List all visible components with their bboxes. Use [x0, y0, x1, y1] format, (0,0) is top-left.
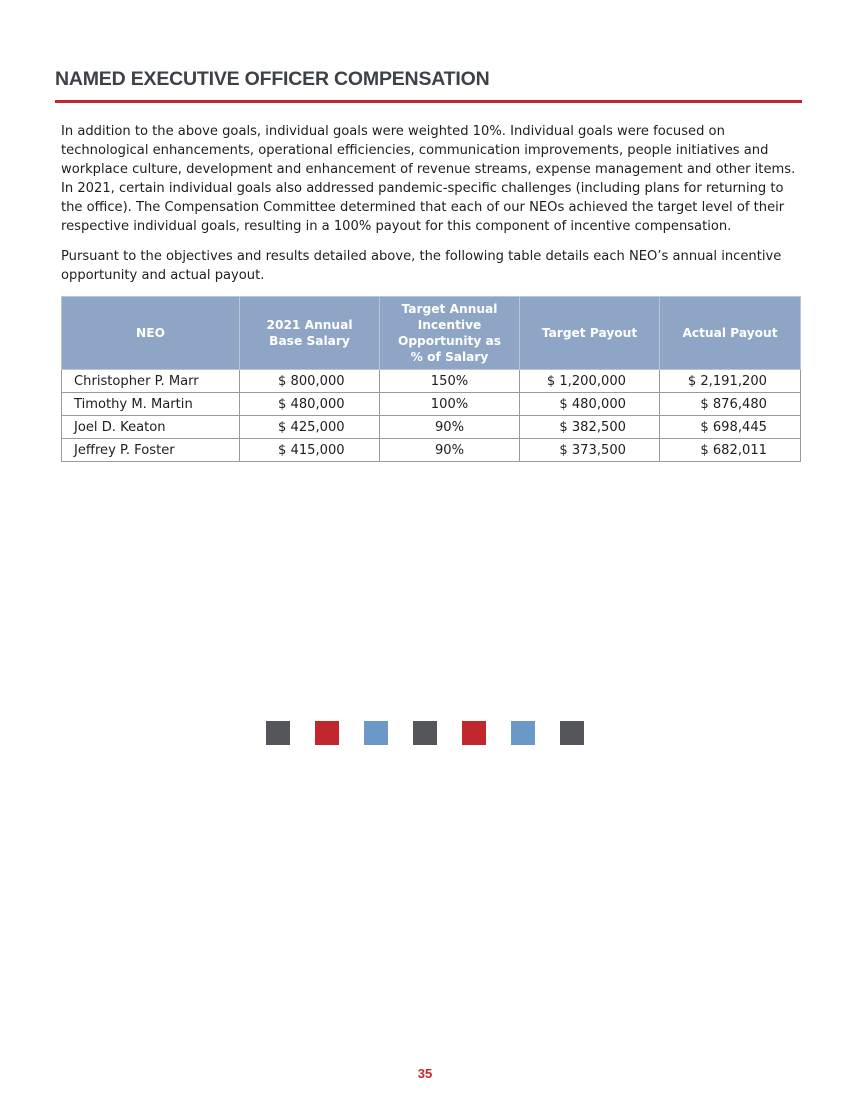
table-row [62, 439, 801, 462]
cell-target-payout: $ 1,200,000 [520, 370, 660, 393]
cell-target-percent: 150% [380, 370, 520, 393]
decorative-square [315, 721, 339, 745]
cell-target-payout: $ 382,500 [520, 416, 660, 439]
cell-actual-payout: $ 682,011 [660, 439, 801, 462]
cell-neo-name: Christopher P. Marr [62, 370, 240, 393]
column-header-actual-payout: Actual Payout [660, 297, 801, 370]
decorative-square [560, 721, 584, 745]
cell-target-payout: $ 480,000 [520, 393, 660, 416]
body-paragraph-individual-goals: In addition to the above goals, individual goals were weighted 10%. Individual goals were focused on technological enhancements, operational efficiencies, communication improvements, people initiatives and workplace culture, development and enhancement of revenue streams, expense management and other items. In 2021, certain individual goals also addressed pandemic-specific challenges (including plans for returning to the office). The Compensation Committee determined that each of our NEOs achieved the target level of their respective individual goals, resulting in a 100% payout for this component of incentive compensation. [61, 124, 796, 234]
cell-target-payout: $ 373,500 [520, 439, 660, 462]
column-header-target-opportunity-line: Target Annual [401, 302, 498, 316]
cell-target-percent: 90% [380, 416, 520, 439]
section-title: NAMED EXECUTIVE OFFICER COMPENSATION [55, 68, 490, 90]
column-header-target-opportunity-line: Incentive [417, 318, 482, 332]
cell-actual-payout: $ 2,191,200 [660, 370, 801, 393]
column-header-target-payout: Target Payout [520, 297, 660, 370]
decorative-square-row [266, 721, 584, 745]
column-header-neo: NEO [62, 297, 240, 370]
body-paragraph-table-intro: Pursuant to the objectives and results detailed above, the following table details each NEO’s annual incentive opportunity and actual payout. [61, 249, 782, 283]
cell-actual-payout: $ 876,480 [660, 393, 801, 416]
column-header-target-opportunity-line: Opportunity as [397, 334, 502, 348]
table-header-row [62, 297, 801, 370]
decorative-square [413, 721, 437, 745]
cell-target-percent: 90% [380, 439, 520, 462]
cell-actual-payout: $ 698,445 [660, 416, 801, 439]
cell-neo-name: Timothy M. Martin [62, 393, 240, 416]
column-header-base-salary-line: 2021 Annual [266, 318, 353, 332]
incentive-payout-table [61, 296, 801, 462]
column-header-base-salary-line: Base Salary [269, 334, 350, 348]
decorative-square [462, 721, 486, 745]
table-row [62, 393, 801, 416]
column-header-base-salary [240, 297, 380, 370]
cell-neo-name: Jeffrey P. Foster [62, 439, 240, 462]
column-header-target-opportunity-line: % of Salary [410, 350, 489, 364]
column-header-target-opportunity [380, 297, 520, 370]
title-divider [55, 100, 802, 103]
decorative-square [266, 721, 290, 745]
decorative-square [511, 721, 535, 745]
page-number: 35 [417, 1066, 433, 1081]
cell-neo-name: Joel D. Keaton [62, 416, 240, 439]
table-row [62, 370, 801, 393]
table-row [62, 416, 801, 439]
cell-base-salary: $ 425,000 [240, 416, 380, 439]
decorative-square [364, 721, 388, 745]
cell-target-percent: 100% [380, 393, 520, 416]
cell-base-salary: $ 480,000 [240, 393, 380, 416]
cell-base-salary: $ 415,000 [240, 439, 380, 462]
cell-base-salary: $ 800,000 [240, 370, 380, 393]
